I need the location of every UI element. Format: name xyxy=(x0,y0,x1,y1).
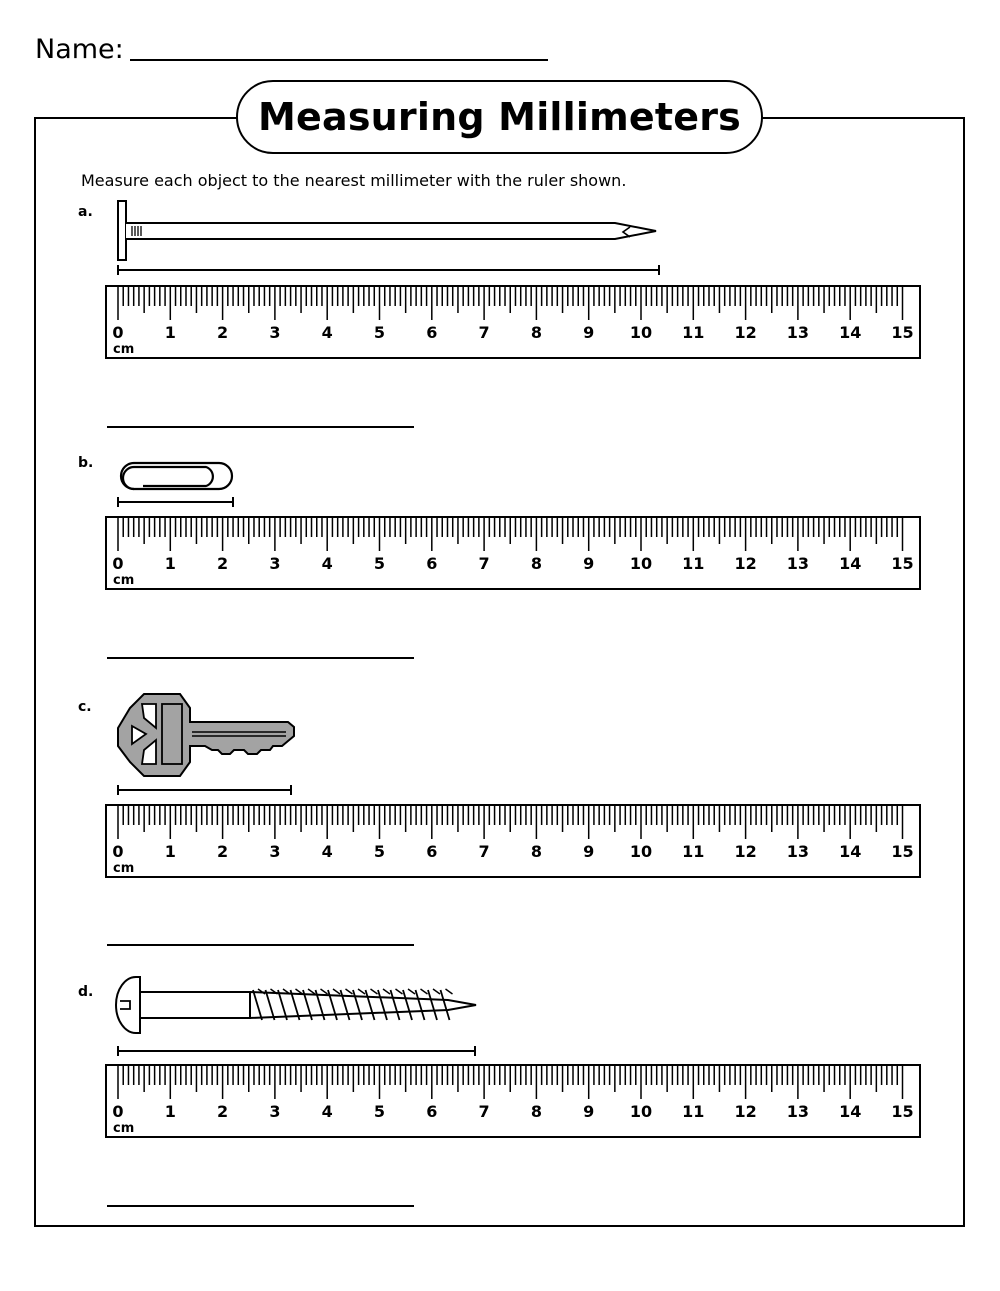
nail-icon xyxy=(110,196,670,276)
ruler-number: 8 xyxy=(530,842,542,861)
ruler-number: 5 xyxy=(373,842,386,861)
ruler-number: 7 xyxy=(478,1102,490,1121)
ruler-number: 12 xyxy=(734,1102,757,1121)
thread-crest xyxy=(421,989,428,994)
ruler-number: 15 xyxy=(891,842,914,861)
ruler-number: 13 xyxy=(786,1102,810,1121)
page-title: Measuring Millimeters xyxy=(258,95,741,139)
ruler-number: 3 xyxy=(269,323,281,342)
thread-crest xyxy=(396,989,403,994)
thread-crest xyxy=(446,989,453,994)
ruler-number: 4 xyxy=(321,1102,333,1121)
ruler-number: 0 xyxy=(112,323,124,342)
ruler-number: 3 xyxy=(269,842,281,861)
ruler-number: 7 xyxy=(478,323,490,342)
ruler-number: 13 xyxy=(786,842,810,861)
ruler-number: 10 xyxy=(629,1102,653,1121)
ruler-number: 10 xyxy=(629,554,653,573)
ruler-number: 0 xyxy=(112,842,124,861)
ruler-number: 14 xyxy=(839,323,862,342)
ruler-number: 6 xyxy=(426,323,438,342)
ruler-number: 5 xyxy=(373,323,386,342)
ruler-number: 14 xyxy=(839,842,862,861)
answer-line-c[interactable] xyxy=(107,944,414,946)
ruler-number: 8 xyxy=(530,554,542,573)
ruler-unit-label: cm xyxy=(113,1121,135,1136)
key-icon xyxy=(110,688,310,800)
ruler-number: 4 xyxy=(321,842,333,861)
ruler-number: 1 xyxy=(164,1102,176,1121)
ruler-number: 8 xyxy=(530,1102,542,1121)
ruler-number: 9 xyxy=(583,1102,595,1121)
ruler-number: 15 xyxy=(891,1102,914,1121)
ruler-number: 11 xyxy=(682,554,705,573)
ruler-b xyxy=(105,516,921,592)
ruler-unit-label: cm xyxy=(113,342,135,357)
ruler-number: 8 xyxy=(530,323,542,342)
ruler-number: 1 xyxy=(164,554,176,573)
thread-crest xyxy=(321,989,328,994)
title-banner xyxy=(236,80,763,154)
ruler-number: 2 xyxy=(217,323,229,342)
ruler-number: 12 xyxy=(734,554,757,573)
ruler-number: 0 xyxy=(112,554,124,573)
ruler-c xyxy=(105,804,921,880)
ruler-number: 5 xyxy=(373,554,386,573)
ruler-d xyxy=(105,1064,921,1140)
ruler-a xyxy=(105,285,921,361)
ruler-number: 15 xyxy=(891,554,914,573)
screw-icon xyxy=(110,972,490,1062)
ruler-number: 12 xyxy=(734,323,757,342)
ruler-number: 3 xyxy=(269,1102,281,1121)
ruler-number: 4 xyxy=(321,323,333,342)
ruler-number: 7 xyxy=(478,554,490,573)
ruler-number: 2 xyxy=(217,1102,229,1121)
ruler-number: 6 xyxy=(426,554,438,573)
ruler-number: 9 xyxy=(583,554,595,573)
thread-crest xyxy=(383,989,390,994)
name-label: Name: xyxy=(35,34,124,65)
answer-line-d[interactable] xyxy=(107,1205,414,1207)
ruler-number: 11 xyxy=(682,842,705,861)
ruler-number: 2 xyxy=(217,554,229,573)
ruler-number: 11 xyxy=(682,1102,705,1121)
instructions-text: Measure each object to the nearest millimeter with the ruler shown. xyxy=(81,171,627,190)
item-a-letter: a. xyxy=(78,204,93,220)
ruler-number: 1 xyxy=(164,842,176,861)
ruler-number: 7 xyxy=(478,842,490,861)
ruler-number: 5 xyxy=(373,1102,386,1121)
ruler-number: 12 xyxy=(734,842,757,861)
ruler-number: 6 xyxy=(426,842,438,861)
ruler-unit-label: cm xyxy=(113,573,135,588)
ruler-number: 10 xyxy=(629,323,653,342)
ruler-number: 13 xyxy=(786,323,810,342)
answer-line-b[interactable] xyxy=(107,657,414,659)
ruler-number: 1 xyxy=(164,323,176,342)
thread-crest xyxy=(433,989,440,994)
ruler-unit-label: cm xyxy=(113,861,135,876)
ruler-number: 9 xyxy=(583,842,595,861)
item-b-letter: b. xyxy=(78,455,94,471)
ruler-number: 14 xyxy=(839,554,862,573)
ruler-number: 10 xyxy=(629,842,653,861)
paperclip-icon xyxy=(110,458,250,514)
ruler-number: 6 xyxy=(426,1102,438,1121)
ruler-number: 0 xyxy=(112,1102,124,1121)
answer-line-a[interactable] xyxy=(107,426,414,428)
thread-crest xyxy=(408,989,415,994)
ruler-number: 4 xyxy=(321,554,333,573)
ruler-number: 2 xyxy=(217,842,229,861)
ruler-number: 9 xyxy=(583,323,595,342)
thread-crest xyxy=(333,989,340,994)
name-answer-line[interactable] xyxy=(130,59,548,61)
ruler-number: 11 xyxy=(682,323,705,342)
ruler-number: 14 xyxy=(839,1102,862,1121)
ruler-number: 13 xyxy=(786,554,810,573)
thread-crest xyxy=(346,989,353,994)
ruler-number: 3 xyxy=(269,554,281,573)
thread-crest xyxy=(308,989,315,994)
ruler-number: 15 xyxy=(891,323,914,342)
item-d-letter: d. xyxy=(78,984,94,1000)
thread-crest xyxy=(358,989,365,994)
thread-crest xyxy=(371,989,378,994)
item-c-letter: c. xyxy=(78,699,92,715)
